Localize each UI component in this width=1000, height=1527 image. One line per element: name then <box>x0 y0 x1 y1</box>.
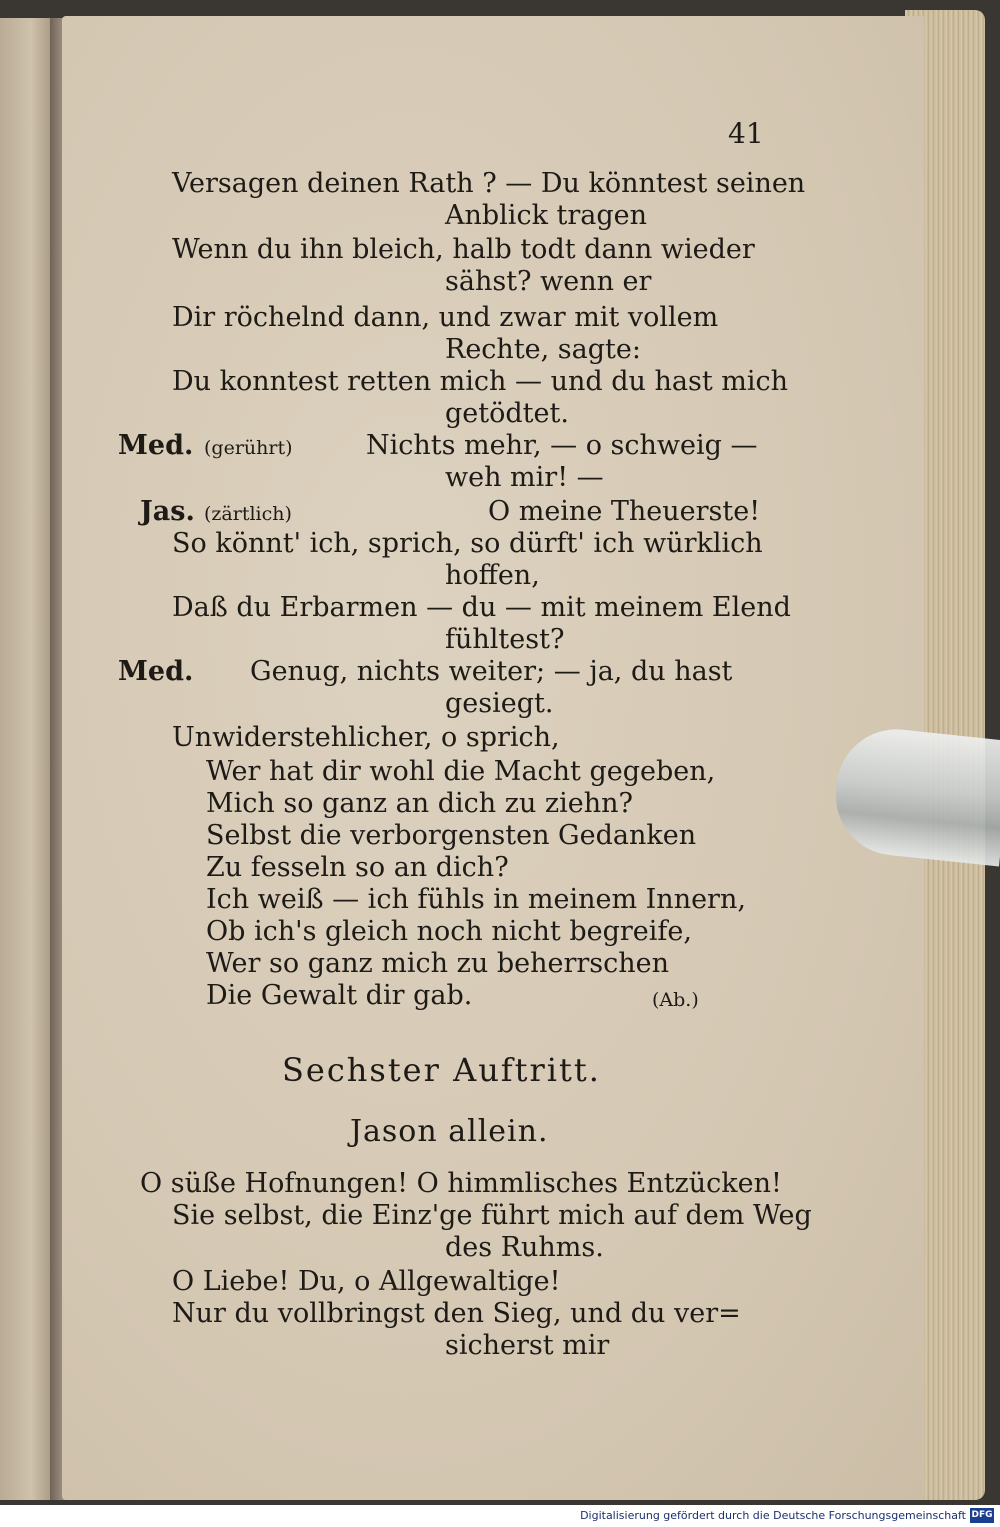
verse-line: Anblick tragen <box>445 200 648 231</box>
verse-line: getödtet. <box>445 398 569 429</box>
verse-line: Ob ich's gleich noch nicht begreife, <box>206 916 692 947</box>
scene-subheading: Jason allein. <box>350 1114 549 1149</box>
stage-direction: (gerührt) <box>204 437 293 459</box>
page-number: 41 <box>728 117 764 150</box>
verse-line: Daß du Erbarmen — du — mit meinem Elend <box>172 592 791 623</box>
verse-line: fühltest? <box>445 624 565 655</box>
verse-line: Ich weiß — ich fühls in meinem Innern, <box>206 884 746 915</box>
verse-line: Wenn du ihn bleich, halb todt dann wieder <box>172 234 755 265</box>
verse-line: O meine Theuerste! <box>488 496 761 527</box>
verse-line: Wer hat dir wohl die Macht gegeben, <box>206 756 716 787</box>
verse-line: Zu fesseln so an dich? <box>206 852 509 883</box>
dfg-logo: DFG <box>970 1508 994 1523</box>
verse-line: Dir röchelnd dann, und zwar mit vollem <box>172 302 719 333</box>
verse-line: Versagen deinen Rath ? — Du könntest seinen <box>172 168 806 199</box>
verse-line: So könnt' ich, sprich, so dürft' ich würklich <box>172 528 763 559</box>
verse-line: Mich so ganz an dich zu ziehn? <box>206 788 634 819</box>
scene-heading: Sechster Auftritt. <box>282 1051 601 1089</box>
footer-bar <box>0 1505 1000 1527</box>
verse-line: weh mir! — <box>445 462 604 493</box>
verse-line: des Ruhms. <box>445 1232 604 1263</box>
verse-line: Sie selbst, die Einz'ge führt mich auf dem Weg <box>172 1200 812 1231</box>
verse-line: O Liebe! Du, o Allgewaltige! <box>172 1266 561 1297</box>
verse-line: Selbst die verborgensten Gedanken <box>206 820 697 851</box>
verse-line: sähst? wenn er <box>445 266 652 297</box>
funding-credit: Digitalisierung gefördert durch die Deutsche Forschungsgemeinschaft <box>580 1509 966 1522</box>
verse-line: Unwiderstehlicher, o sprich, <box>172 722 560 753</box>
speaker-label: Med. <box>118 656 194 687</box>
verse-line: hoffen, <box>445 560 540 591</box>
verse-line: sicherst mir <box>445 1330 610 1361</box>
stage-direction: (zärtlich) <box>204 503 292 525</box>
stage-direction: (Ab.) <box>652 989 699 1011</box>
verse-line: O süße Hofnungen! O himmlisches Entzücken! <box>140 1168 782 1199</box>
verse-line: Nur du vollbringst den Sieg, und du ver= <box>172 1298 741 1329</box>
verse-line: Du konntest retten mich — und du hast mich <box>172 366 789 397</box>
verse-line: Die Gewalt dir gab. <box>206 980 473 1011</box>
verse-line: Nichts mehr, — o schweig — <box>366 430 758 461</box>
speaker-label: Med. <box>118 430 194 461</box>
verse-line: gesiegt. <box>445 688 554 719</box>
verse-line: Rechte, sagte: <box>445 334 641 365</box>
speaker-label: Jas. <box>140 496 195 527</box>
verse-line: Wer so ganz mich zu beherrschen <box>206 948 669 979</box>
verse-line: Genug, nichts weiter; — ja, du hast <box>250 656 733 687</box>
